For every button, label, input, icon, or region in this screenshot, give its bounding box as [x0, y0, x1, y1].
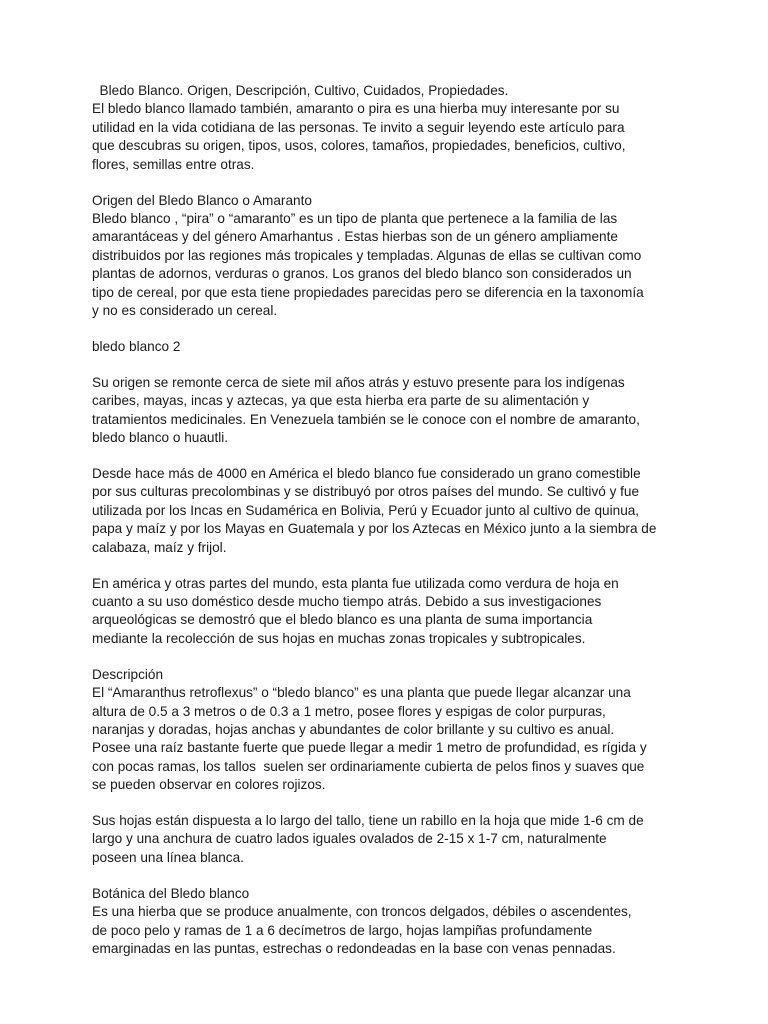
- text-line: largo y una anchura de cuatro lados iguales ovalados de 2-15 x 1-7 cm, naturalmente: [92, 831, 607, 847]
- text-line: calabaza, maíz y frijol.: [92, 539, 227, 555]
- section-heading: Botánica del Bledo blanco: [92, 885, 250, 901]
- text-line: distribuidos por las regiones más tropicales y templadas. Algunas de ellas se cultivan como: [92, 247, 642, 263]
- section-heading: Descripción: [92, 666, 164, 682]
- text-line: tratamientos medicinales. En Venezuela también se le conoce con el nombre de amaranto,: [92, 411, 640, 427]
- text-line: amarantáceas y del género Amarhantus . Estas hierbas son de un género ampliamente: [92, 229, 618, 245]
- paragraph-gap: [92, 648, 692, 666]
- paragraph: [92, 82, 692, 174]
- text-line: El “Amaranthus retroflexus” o “bledo blanco” es una planta que puede llegar alcanzar una: [92, 685, 631, 701]
- text-line: Desde hace más de 4000 en América el bledo blanco fue considerado un grano comestible: [92, 466, 641, 482]
- paragraph: [92, 575, 692, 649]
- paragraph: [92, 374, 692, 448]
- text-line: flores, semillas entre otras.: [92, 156, 255, 172]
- text-line: bledo blanco o huautli.: [92, 430, 229, 446]
- paragraph-gap: [92, 794, 692, 812]
- paragraph: [92, 465, 692, 557]
- document-title: Bledo Blanco. Origen, Descripción, Cultivo, Cuidados, Propiedades.: [92, 83, 509, 98]
- text-line: plantas de adornos, verduras o granos. Los granos del bledo blanco son considerados un: [92, 266, 632, 282]
- text-line: Es una hierba que se produce anualmente, con troncos delgados, débiles o ascendentes,: [92, 904, 632, 920]
- text-line: utilidad en la vida cotidiana de las personas. Te invito a seguir leyendo este artículo para: [92, 119, 625, 135]
- text-line: tipo de cereal, por que esta tiene propiedades parecidas pero se diferencia en la taxonomía: [92, 284, 644, 300]
- text-line: de poco pelo y ramas de 1 a 6 decímetros de largo, hojas lampiñas profundamente: [92, 922, 593, 938]
- paragraph-gap: [92, 447, 692, 465]
- text-line: mediante la recolección de sus hojas en muchas zonas tropicales y subtropicales.: [92, 630, 586, 646]
- text-line: En américa y otras partes del mundo, esta planta fue utilizada como verdura de hoja en: [92, 575, 619, 591]
- text-line: emarginadas en las puntas, estrechas o redondeadas en la base con venas pennadas.: [92, 940, 616, 956]
- document-body: [92, 82, 692, 958]
- text-line: altura de 0.5 a 3 metros o de 0.3 a 1 metro, posee flores y espigas de color purpuras,: [92, 703, 606, 719]
- text-line: por sus culturas precolombinas y se distribuyó por otros países del mundo. Se cultivó y fue: [92, 484, 640, 500]
- paragraph: [92, 192, 692, 321]
- text-line: se pueden observar en colores rojizos.: [92, 777, 326, 793]
- text-line: naranjas y doradas, hojas anchas y abundantes de color brillante y su cultivo es anual.: [92, 721, 615, 737]
- paragraph-gap: [92, 557, 692, 575]
- text-line: caribes, mayas, incas y aztecas, ya que esta hierba era parte de su alimentación y: [92, 393, 590, 409]
- text-line: cuanto a su uso doméstico desde mucho tiempo atrás. Debido a sus investigaciones: [92, 593, 602, 609]
- text-line: con pocas ramas, los tallos suelen ser ordinariamente cubierta de pelos finos y suaves que: [92, 758, 645, 774]
- paragraph: [92, 812, 692, 867]
- text-line: y no es considerado un cereal.: [92, 302, 278, 318]
- paragraph: [92, 666, 692, 795]
- paragraph-gap: [92, 320, 692, 338]
- text-line: Posee una raíz bastante fuerte que puede llegar a medir 1 metro de profundidad, es rígida y: [92, 740, 647, 756]
- paragraph: [92, 338, 692, 356]
- paragraph-gap: [92, 867, 692, 885]
- text-line: que descubras su origen, tipos, usos, colores, tamaños, propiedades, beneficios, cultivo,: [92, 138, 626, 154]
- text-line: utilizada por los Incas en Sudamérica en Bolivia, Perú y Ecuador junto al cultivo de quinua,: [92, 502, 640, 518]
- text-line: papa y maíz y por los Mayas en Guatemala y por los Aztecas en México junto a la siembra de: [92, 521, 657, 537]
- text-line: arqueológicas se demostró que el bledo blanco es una planta de suma importancia: [92, 612, 593, 628]
- image-caption: bledo blanco 2: [92, 338, 181, 354]
- paragraph-gap: [92, 174, 692, 192]
- text-line: El bledo blanco llamado también, amaranto o pira es una hierba muy interesante por su: [92, 101, 620, 117]
- text-line: poseen una línea blanca.: [92, 849, 244, 865]
- section-heading: Origen del Bledo Blanco o Amaranto: [92, 192, 312, 208]
- paragraph: [92, 885, 692, 959]
- text-line: Su origen se remonte cerca de siete mil años atrás y estuvo presente para los indígenas: [92, 374, 625, 390]
- paragraph-gap: [92, 356, 692, 374]
- text-line: Bledo blanco , “pira” o “amaranto” es un tipo de planta que pertenece a la familia de las: [92, 210, 618, 226]
- text-line: Sus hojas están dispuesta a lo largo del tallo, tiene un rabillo en la hoja que mide 1-6 cm de: [92, 813, 644, 829]
